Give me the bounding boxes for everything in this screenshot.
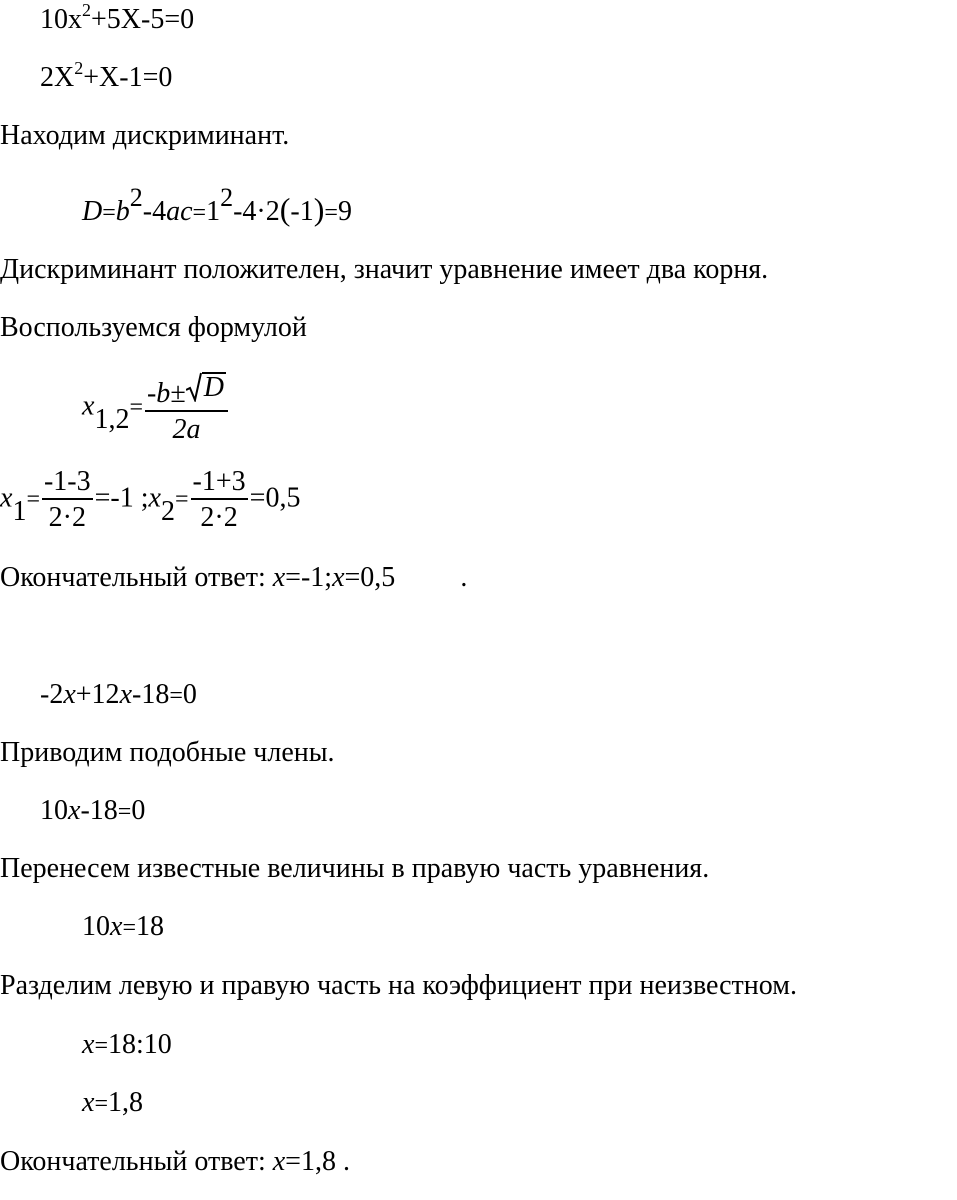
eq2-rest: +X-1=0: [83, 62, 173, 93]
linear-equation-4: [82, 1031, 172, 1059]
lin4-x: x: [82, 1029, 95, 1060]
disc-lparen: (: [279, 191, 291, 227]
roots-numerator: [145, 372, 228, 412]
sqrt-sign: [186, 372, 226, 402]
disc-D: D: [82, 196, 103, 227]
final-dot: .: [460, 562, 468, 593]
lin3-c: 18: [135, 911, 164, 942]
x2-var: x: [148, 482, 161, 514]
disc-minus-4: -4: [142, 196, 167, 227]
x1-numerator: -1-3: [42, 468, 93, 500]
equation-1: [40, 0, 195, 35]
final-answer-1: [0, 564, 467, 592]
roots-subscript: 1,2: [94, 404, 130, 436]
final-x1: x: [272, 562, 286, 593]
x1-eq-sign: =: [26, 486, 40, 513]
disc-eq-sign: =: [102, 200, 116, 226]
linear-equation: [40, 681, 197, 709]
lin-c: -18: [132, 679, 170, 710]
x1-result: =-1 ;: [94, 482, 149, 514]
disc-rparen: ): [313, 191, 325, 227]
lin3-a: 10: [82, 911, 110, 942]
final-answer-2-label: Окончательный ответ:: [0, 1146, 266, 1177]
equation-2: [40, 58, 173, 93]
final-v2: =0,5: [344, 562, 396, 593]
disc-product: -4·2: [233, 196, 280, 227]
x1-var: x: [0, 482, 13, 514]
disc-value: 9: [337, 196, 352, 227]
transfer-text: Перенесем известные величины в правую часть уравнения.: [0, 853, 710, 884]
lin2-b: -18: [80, 795, 118, 826]
x2-result: =0,5: [249, 482, 301, 514]
use-formula-text: Воспользуемся формулой: [0, 312, 307, 343]
eq2-term: 2X: [40, 62, 75, 93]
similar-terms-text: Приводим подобные члены.: [0, 737, 335, 768]
lin2-x: x: [68, 795, 81, 826]
roots-eq-sign: =: [129, 394, 143, 421]
disc-eq-sign-2: =: [192, 200, 207, 226]
divide-text: Разделим левую и правую часть на коэффициент при неизвестном.: [0, 970, 797, 1001]
final-answer-label: Окончательный ответ:: [0, 562, 266, 593]
x1-fraction: [42, 468, 93, 532]
lin5-x: x: [82, 1087, 95, 1118]
x1-subscript: 1: [12, 496, 27, 528]
final2-x: x: [272, 1146, 286, 1177]
roots-fraction: [145, 372, 228, 444]
x2-numerator: -1+3: [191, 468, 248, 500]
lin2-c: 0: [131, 795, 146, 826]
roots-x: x: [82, 390, 95, 422]
eq2-exponent: 2: [74, 58, 84, 78]
lin-x1: x: [63, 679, 76, 710]
eq1-rest: +5X-5=0: [91, 4, 195, 35]
lin5-eq-sign: =: [94, 1091, 108, 1117]
disc-exp-2: 2: [220, 183, 234, 212]
lin2-a: 10: [40, 795, 68, 826]
linear-equation-2: [40, 797, 145, 825]
x2-fraction: [191, 468, 248, 532]
lin4-c: 18:10: [107, 1029, 172, 1060]
disc-one: 1: [206, 196, 221, 227]
lin5-c: 1,8: [107, 1087, 143, 1118]
lin4-eq-sign: =: [94, 1033, 108, 1059]
lin3-eq-sign: =: [122, 915, 136, 941]
lin-x2: x: [119, 679, 132, 710]
lin-a: -2: [40, 679, 64, 710]
final-answer-2: [0, 1148, 350, 1176]
roots-minus-b-pm: -b±: [146, 378, 186, 409]
lin3-x: x: [110, 911, 123, 942]
final2-v: =1,8 .: [285, 1146, 350, 1177]
lin-d: 0: [182, 679, 197, 710]
x1-denominator: 2·2: [48, 502, 86, 533]
linear-equation-5: [82, 1089, 143, 1117]
radical-icon: [186, 372, 202, 402]
lin-b: +12: [75, 679, 120, 710]
roots-D: D: [203, 372, 224, 403]
roots-computation: [0, 468, 300, 532]
disc-minus-one: -1: [290, 196, 314, 227]
eq1-exponent: 2: [82, 0, 91, 20]
linear-equation-3: [82, 913, 164, 941]
eq1-term: 10x: [40, 4, 82, 35]
x2-subscript: 2: [160, 496, 175, 528]
disc-ac: ac: [166, 196, 193, 227]
discriminant-formula: [82, 183, 352, 227]
final-v1: =-1;: [285, 562, 333, 593]
lin2-eq-sign: =: [117, 799, 132, 825]
roots-formula: [82, 372, 230, 444]
disc-exp-1: 2: [129, 183, 143, 212]
final-x2: x: [332, 562, 345, 593]
x2-denominator: 2·2: [200, 502, 238, 533]
roots-denominator: 2a: [172, 414, 201, 445]
lin-eq-sign: =: [169, 683, 183, 709]
disc-b: b: [115, 196, 130, 227]
x2-eq-sign: =: [174, 486, 189, 513]
discriminant-title: Находим дискриминант.: [0, 120, 290, 151]
disc-eq-sign-3: =: [324, 200, 338, 226]
discriminant-positive-text: Дискриминант положителен, значит уравнение имеет два корня.: [0, 254, 769, 285]
